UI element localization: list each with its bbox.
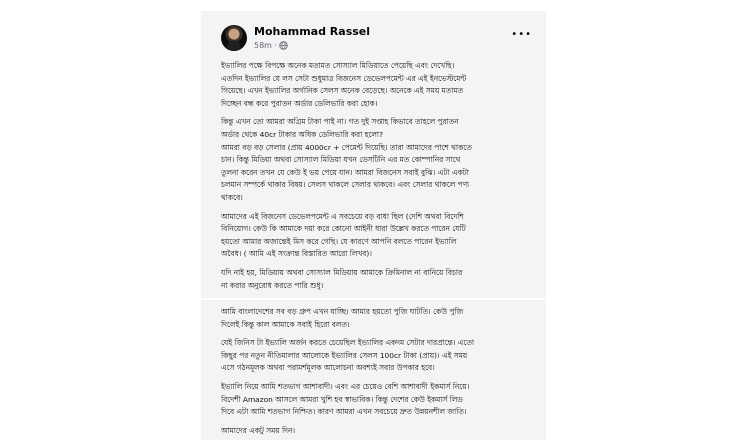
post-paragraph: আমাদের একটু সময় দিন। [221, 425, 296, 435]
post-paragraph: আমাদের এই বিজনেস ডেভেলপমেন্ট এ সবচেয়ে বড় বাধা ছিল (দেশি অথবা বিদেশি বিনিয়োগ। কেউ কি আমাকে দয়া করে কোনো আইনী ধারা উল্লেখ করতে পারেন যেটি হয়তো আমার অজান্তেই মিস করে গেছি। যে কারণে আপনি বলতে পারেন ইভ্যালি অবৈধ। ( আমি এই সংক্রান্ত বিস্তারিত আরো লিখব)। [221, 211, 466, 259]
facebook-post [201, 11, 546, 440]
post-paragraph: যেই জিনিস টা ইভ্যালি অর্জন করতে চেয়েছিল ইভ্যালির একদম সেটার দারপ্রান্তে। এতো কিছুর পর নতুন নীতিমালার আলোকে ইভ্যালির সেলস 100cr টাকা (প্রায়)। এই সময় এসে গঠনমূলক অথবা পরামর্শমূলক আলোচনা অবশ্যই সবার উপকার হবে। [221, 338, 475, 373]
post-paragraph: ইভ্যালি নিয়ে আমি শতভাগ আশাবাদী। এবং এর চেয়েও বেশি আশাবাদী ইকমার্স নিয়ে। বিদেশী Amazon আসলে আমরা খুশি হব স্বাভাবিক। কিন্তু দেশের কেউ ইকমার্স লিড দিবে এটা আমি শতভাগ নিশ্চিত। কারণ আমরা এখন সবচেয়ে দ্রুত উন্নয়নশীল জাতি। [221, 382, 470, 417]
meta-separator: · [273, 41, 277, 50]
post-body [221, 60, 539, 440]
post-paragraph: ইভ্যালির পক্ষে বিপক্ষে অনেক মতামত সোস্যাল মিডিয়াতে পেয়েছি এবং দেখেছি। এতদিন ইভ্যালির যে লস সেটা শুধুমাত্র বিজনেস ডেভেলপমেন্ট এর এই ইনভেস্টমেন্ট গিয়েছে। এখন ইভ্যালির অর্গানিক সেলস অনেক বেড়েছে। অনেকে এই সময় মতামত দিচ্ছেন বন্ধ করে পুরাতন অর্ডার ডেলিভারি করা হোক। [221, 61, 467, 108]
avatar[interactable] [221, 25, 247, 51]
post-paragraph: আমি বাংলাদেশের সব বড় গ্রুপ এখন যাচ্ছি। আমার হয়তো পুজি ঘাটতি। কেউ পুজি দিলেই কিন্তু কাল আমাকে সবাই হিরো বলত। [221, 307, 464, 329]
post-header [201, 11, 546, 59]
post-time[interactable]: 58m [254, 41, 272, 50]
more-options-icon[interactable]: ••• [511, 29, 532, 40]
screenshot-divider [201, 298, 546, 300]
author-name[interactable]: Mohammad Rassel [254, 25, 371, 38]
post-paragraph: কিন্তু এখন তো আমরা অগ্রিম টাকা পাই না। গত দুই সপ্তাহ কিভাবে তাহলে পুরাতন অর্ডার থেকে 40cr টাকার অধিক ডেলিভারি করা হলো? আমরা বড় বড় সেলার (প্রায় 4000cr + পেমেন্ট দিয়েছি। তারা আমাদের পাশে থাকতে চান। কিন্তু মিডিয়া অথবা সোস্যাল মিডিয়া যখন ডেসটিনি এর মত কোম্পানির সাথে তুলনা করেন তখন যে কেউ ই ভয় পেয়ে যান। আমরা বিজনেস সবাই বুঝি। এটা একটা চলমান সম্পর্কে থাকার বিষয়। সেলস থাকলে সেলার থাকবে। এবং সেলার থাকলে পণ্য থাকবে। [221, 117, 472, 202]
post-meta [254, 41, 288, 50]
post-paragraph: যদি নাই হয়, মিডিয়ায় অথবা সোস্যাল মিডিয়ায় আমাকে ক্রিমিনাল না বানিয়ে বিচার না করার অনুরোধ করতে পারি শুধু। [221, 267, 463, 290]
globe-icon [279, 41, 288, 50]
